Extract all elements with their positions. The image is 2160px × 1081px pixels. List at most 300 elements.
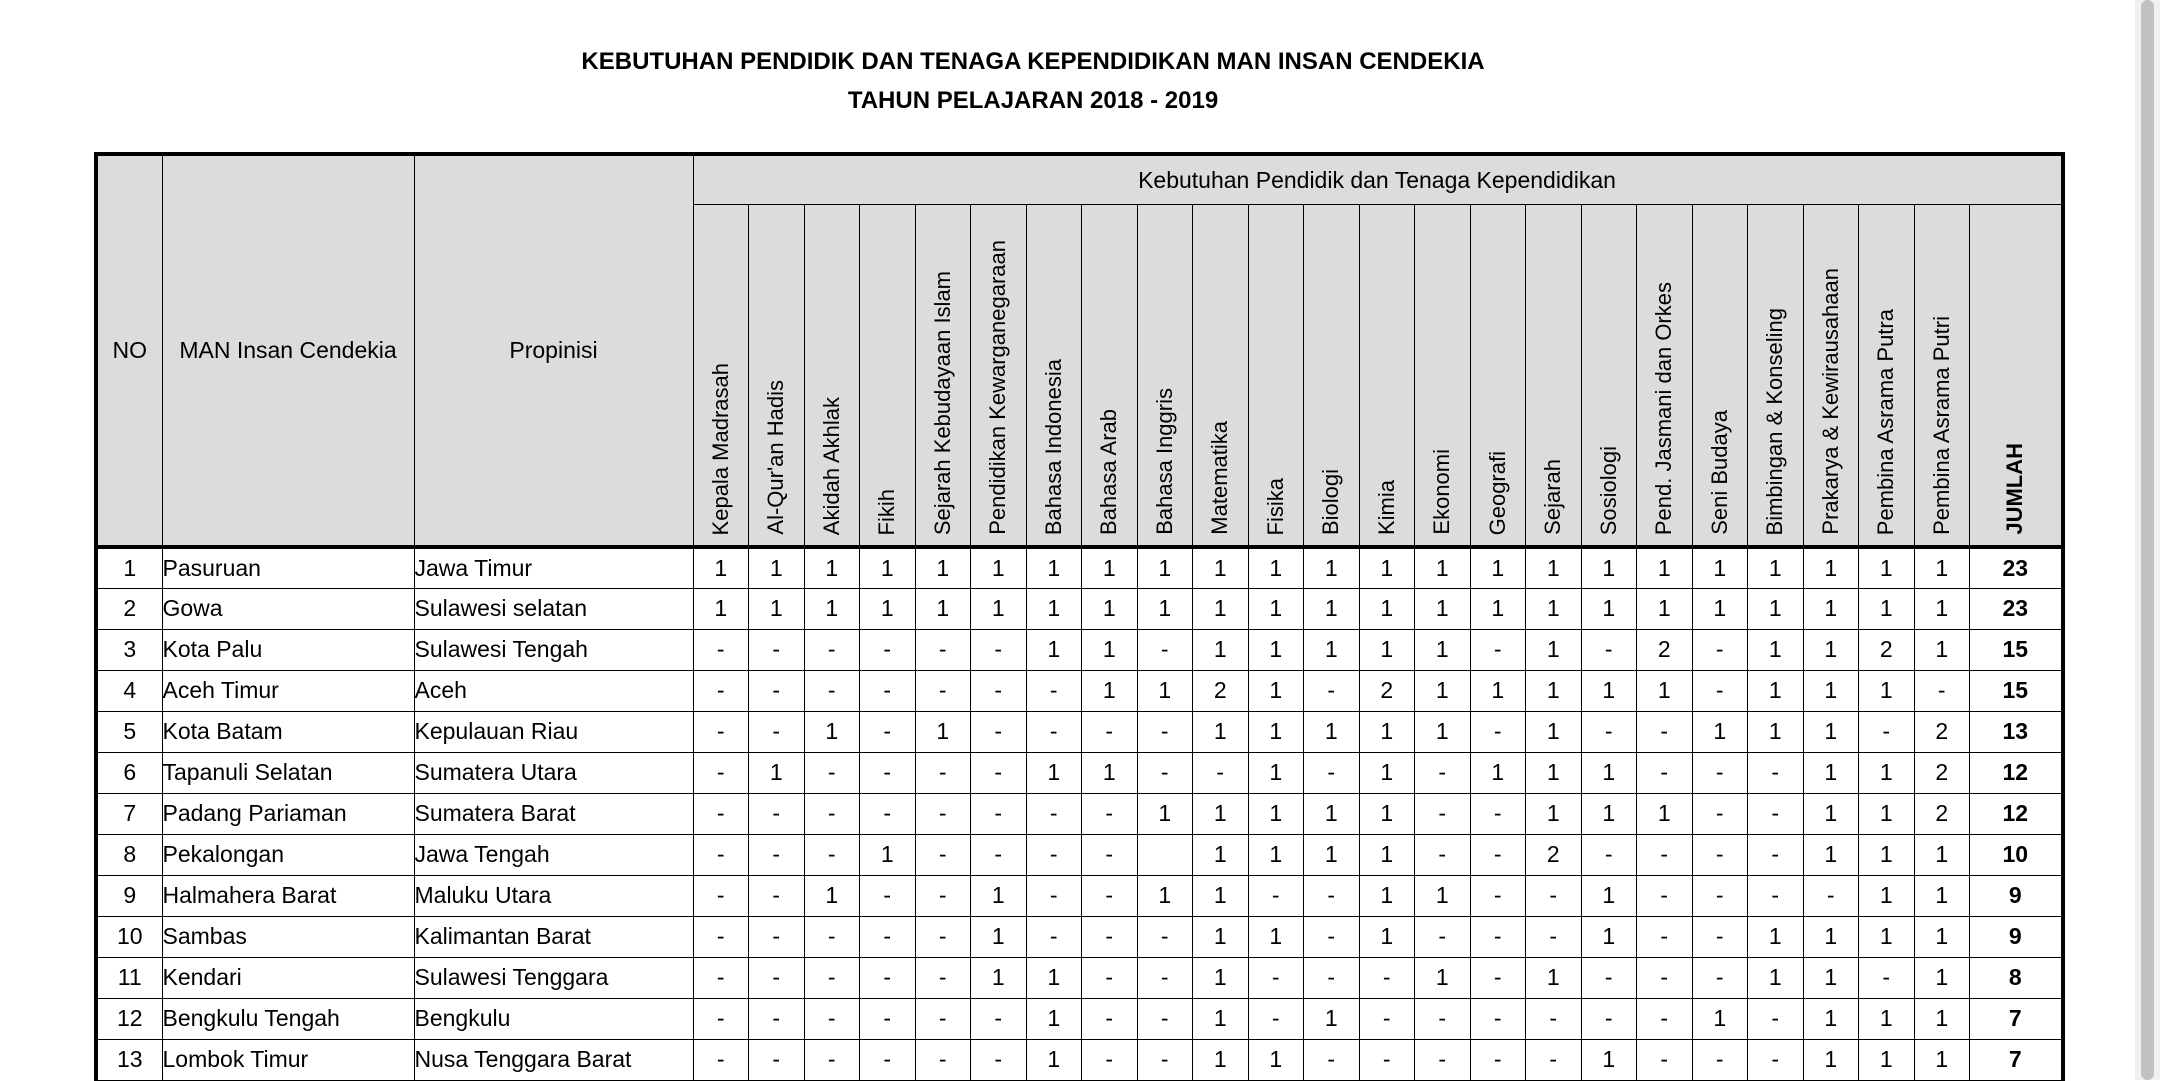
need-count: - [1859,957,1915,998]
need-count: 1 [1914,588,1970,629]
need-count: - [1692,793,1748,834]
scrollbar-thumb[interactable] [2141,0,2154,1080]
row-total: 15 [1970,670,2063,711]
need-count: - [1415,793,1471,834]
need-count: 1 [971,547,1027,588]
need-count: 1 [1248,752,1304,793]
header-subject-label: Fikih [874,488,900,535]
need-count: 1 [1803,834,1859,875]
need-count: - [860,957,916,998]
header-no: NO [96,154,162,547]
need-count: - [1470,957,1526,998]
need-count: 1 [1803,711,1859,752]
need-count: 1 [1359,875,1415,916]
header-subject-label: Al-Qur'an Hadis [763,380,789,535]
need-count: 1 [1304,834,1360,875]
need-count: 1 [1193,1039,1249,1080]
table-row [96,588,2063,629]
header-subject [1637,205,1693,548]
need-count: 1 [1193,588,1249,629]
need-count: 1 [1137,875,1193,916]
need-count: - [749,1039,805,1080]
need-count: 1 [1859,752,1915,793]
need-count: - [1692,916,1748,957]
row-number: 12 [96,998,162,1039]
need-count: 1 [1914,916,1970,957]
need-count: 1 [1803,1039,1859,1080]
need-count: - [860,629,916,670]
need-count: - [1692,957,1748,998]
need-count: - [1748,1039,1804,1080]
need-count: 1 [1748,916,1804,957]
need-count: - [1082,916,1138,957]
header-subject [1581,205,1637,548]
header-subject [1359,205,1415,548]
need-count: 1 [1248,588,1304,629]
need-count: - [915,875,971,916]
need-count: - [1692,670,1748,711]
need-count: 1 [1581,1039,1637,1080]
need-count: 1 [749,547,805,588]
need-count: 1 [1415,711,1471,752]
header-subject-label: Sosiologi [1595,445,1621,535]
header-subject-label: Geografi [1484,450,1510,535]
document-title: KEBUTUHAN PENDIDIK DAN TENAGA KEPENDIDIKAN MAN INSAN CENDEKIA [581,48,1485,75]
school-name: Tapanuli Selatan [162,752,414,793]
need-count: - [749,629,805,670]
need-count: - [1137,711,1193,752]
header-subject [1248,205,1304,548]
header-subject [860,205,916,548]
need-count: 1 [804,588,860,629]
need-count: - [1137,629,1193,670]
need-count: 1 [1193,547,1249,588]
need-count: 1 [1803,957,1859,998]
need-count: 1 [1193,629,1249,670]
need-count: 2 [1859,629,1915,670]
need-count: 1 [1581,547,1637,588]
header-subject-label: Pend. Jasmani dan Orkes [1651,281,1677,535]
vertical-scrollbar[interactable] [2135,0,2160,1080]
need-count: 1 [1415,670,1471,711]
need-count: - [1082,998,1138,1039]
table-row [96,1039,2063,1080]
need-count: - [1359,998,1415,1039]
school-name: Kota Palu [162,629,414,670]
need-count: - [1470,629,1526,670]
need-count: - [1026,793,1082,834]
need-count: 1 [1359,916,1415,957]
need-count: 1 [1137,588,1193,629]
province-name: Aceh [414,670,693,711]
need-count: - [1082,1039,1138,1080]
need-count: - [1082,793,1138,834]
need-count: 1 [1526,752,1582,793]
need-count: - [693,834,749,875]
province-name: Sumatera Barat [414,793,693,834]
need-count: - [749,711,805,752]
header-subject [1193,205,1249,548]
school-name: Pekalongan [162,834,414,875]
header-subject-label: Ekonomi [1429,449,1455,535]
need-count: - [1748,752,1804,793]
header-subject-label: Sejarah [1540,459,1566,535]
need-count: - [804,793,860,834]
need-count: 1 [1748,711,1804,752]
need-count: - [1137,998,1193,1039]
need-count: - [1637,752,1693,793]
need-count: - [693,957,749,998]
table-row [96,670,2063,711]
need-count: 1 [1193,875,1249,916]
need-count: - [1248,998,1304,1039]
header-subject [749,205,805,548]
need-count: - [1692,834,1748,875]
need-count: 1 [1581,875,1637,916]
need-count: 1 [971,916,1027,957]
school-name: Halmahera Barat [162,875,414,916]
table-row [96,957,2063,998]
need-count: - [1692,875,1748,916]
province-name: Jawa Timur [414,547,693,588]
need-count: 1 [1304,711,1360,752]
need-count: - [693,1039,749,1080]
need-count: - [804,916,860,957]
need-count: 1 [1193,998,1249,1039]
need-count: 2 [1914,793,1970,834]
need-count: 1 [1859,793,1915,834]
need-count: - [1082,875,1138,916]
need-count: - [860,752,916,793]
school-name: Lombok Timur [162,1039,414,1080]
row-number: 4 [96,670,162,711]
need-count: - [1304,957,1360,998]
need-count: 1 [1526,547,1582,588]
need-count: 1 [1914,998,1970,1039]
need-count [1137,834,1193,875]
school-name: Sambas [162,916,414,957]
row-number: 6 [96,752,162,793]
need-count: - [915,998,971,1039]
need-count: - [804,998,860,1039]
table-row [96,998,2063,1039]
need-count: - [1137,916,1193,957]
table-row [96,875,2063,916]
need-count: - [693,916,749,957]
need-count: - [1304,752,1360,793]
need-count: - [1748,793,1804,834]
province-name: Sulawesi selatan [414,588,693,629]
need-count: 1 [1526,711,1582,752]
header-needs-group: Kebutuhan Pendidik dan Tenaga Kependidikan [693,154,2063,205]
need-count: 1 [1359,834,1415,875]
need-count: - [1304,670,1360,711]
need-count: - [860,998,916,1039]
need-count: 1 [1581,793,1637,834]
need-count: - [1415,834,1471,875]
need-count: 1 [1304,793,1360,834]
province-name: Sulawesi Tenggara [414,957,693,998]
need-count: 1 [1803,629,1859,670]
row-total: 9 [1970,916,2063,957]
need-count: - [1692,1039,1748,1080]
need-count: - [1581,711,1637,752]
row-number: 10 [96,916,162,957]
need-count: 1 [1137,793,1193,834]
need-count: 1 [1859,916,1915,957]
header-subject [1803,205,1859,548]
table-row [96,629,2063,670]
need-count: - [1026,670,1082,711]
header-subject [1415,205,1471,548]
need-count: 1 [1692,711,1748,752]
need-count: 1 [1193,711,1249,752]
need-count: 1 [1248,1039,1304,1080]
need-count: - [1637,998,1693,1039]
need-count: 1 [1803,670,1859,711]
need-count: - [915,670,971,711]
need-count: - [804,670,860,711]
need-count: 2 [1193,670,1249,711]
school-name: Kendari [162,957,414,998]
need-count: - [1082,834,1138,875]
header-subject-label: Pembina Asrama Putri [1928,316,1954,535]
need-count: 1 [1082,752,1138,793]
header-total-label: JUMLAH [2002,443,2028,535]
need-count: - [1359,957,1415,998]
header-subject [1914,205,1970,548]
header-subject [1859,205,1915,548]
need-count: 1 [971,875,1027,916]
need-count: 1 [1082,670,1138,711]
need-count: - [1581,629,1637,670]
need-count: 1 [1415,547,1471,588]
need-count: - [693,670,749,711]
need-count: 1 [1692,588,1748,629]
need-count: - [1637,875,1693,916]
need-count: 1 [1526,957,1582,998]
row-total: 12 [1970,752,2063,793]
need-count: 1 [1026,752,1082,793]
need-count: - [693,752,749,793]
need-count: 1 [1415,957,1471,998]
need-count: - [971,1039,1027,1080]
need-count: 1 [1193,793,1249,834]
need-count: 1 [915,547,971,588]
school-name: Padang Pariaman [162,793,414,834]
need-count: 1 [1914,629,1970,670]
province-name: Kalimantan Barat [414,916,693,957]
need-count: - [1692,752,1748,793]
need-count: - [1415,998,1471,1039]
need-count: 1 [749,752,805,793]
need-count: - [1581,834,1637,875]
need-count: 1 [1026,588,1082,629]
need-count: 1 [1304,588,1360,629]
need-count: - [749,998,805,1039]
need-count: 2 [1637,629,1693,670]
need-count: - [915,957,971,998]
need-count: 1 [1026,1039,1082,1080]
header-subject-label: Bahasa Inggris [1151,388,1177,535]
need-count: 1 [1248,711,1304,752]
need-count: 1 [860,547,916,588]
header-subject-label: Bahasa Indonesia [1040,358,1066,535]
need-count: - [860,711,916,752]
need-count: 1 [693,588,749,629]
need-count: - [1248,957,1304,998]
need-count: 1 [1914,875,1970,916]
header-subject [1692,205,1748,548]
row-number: 5 [96,711,162,752]
row-total: 10 [1970,834,2063,875]
need-count: - [1137,752,1193,793]
header-subject-label: Matematika [1207,421,1233,535]
need-count: - [1637,916,1693,957]
school-name: Gowa [162,588,414,629]
need-count: 1 [860,834,916,875]
row-number: 2 [96,588,162,629]
need-count: 1 [1748,629,1804,670]
need-count: 1 [1359,711,1415,752]
table-row [96,711,2063,752]
need-count: - [693,793,749,834]
need-count: - [915,916,971,957]
header-subject-label: Pembina Asrama Putra [1873,308,1899,535]
need-count: 1 [1137,670,1193,711]
header-subject-label: Kepala Madrasah [707,362,733,535]
need-count: 2 [1359,670,1415,711]
header-subject-label: Seni Budaya [1706,410,1732,535]
need-count: 1 [1637,670,1693,711]
header-subject-label: Prakarya & Kewirausahaan [1817,268,1843,535]
table-row [96,752,2063,793]
need-count: - [915,834,971,875]
row-total: 9 [1970,875,2063,916]
need-count: 1 [971,957,1027,998]
need-count: 1 [1026,957,1082,998]
need-count: - [1415,916,1471,957]
need-count: 1 [915,711,971,752]
need-count: - [1526,916,1582,957]
need-count: - [1137,957,1193,998]
need-count: 1 [1637,547,1693,588]
need-count: 1 [1359,629,1415,670]
province-name: Jawa Tengah [414,834,693,875]
header-subject [1304,205,1360,548]
need-count: 1 [1692,547,1748,588]
need-count: - [749,670,805,711]
need-count: 1 [1526,670,1582,711]
needs-table [94,152,2065,1081]
need-count: - [860,1039,916,1080]
need-count: - [1193,752,1249,793]
need-count: 1 [1359,793,1415,834]
province-name: Sumatera Utara [414,752,693,793]
row-total: 15 [1970,629,2063,670]
header-subject [1526,205,1582,548]
need-count: 1 [1581,588,1637,629]
need-count: 1 [1470,670,1526,711]
need-count: 1 [1470,547,1526,588]
need-count: 1 [1248,547,1304,588]
need-count: 1 [1415,588,1471,629]
need-count: - [1637,957,1693,998]
need-count: 1 [1859,670,1915,711]
need-count: 1 [1193,834,1249,875]
document-subtitle: TAHUN PELAJARAN 2018 - 2019 [847,87,1219,114]
need-count: - [1526,998,1582,1039]
row-total: 12 [1970,793,2063,834]
header-subject-label: Pendidikan Kewarganegaraan [985,240,1011,535]
need-count: - [971,998,1027,1039]
need-count: - [1359,1039,1415,1080]
need-count: 1 [1859,998,1915,1039]
school-name: Pasuruan [162,547,414,588]
need-count: - [1026,834,1082,875]
need-count: 1 [1914,547,1970,588]
need-count: 1 [749,588,805,629]
need-count: 1 [1859,588,1915,629]
school-name: Kota Batam [162,711,414,752]
need-count: - [860,793,916,834]
need-count: - [1470,793,1526,834]
need-count: 1 [1803,916,1859,957]
need-count: - [749,793,805,834]
need-count: - [971,670,1027,711]
row-total: 23 [1970,588,2063,629]
need-count: 1 [1248,916,1304,957]
need-count: 1 [1082,629,1138,670]
header-subject [1082,205,1138,548]
need-count: 1 [1748,588,1804,629]
header-subject [693,205,749,548]
header-subject-label: Kimia [1373,479,1399,535]
header-school: MAN Insan Cendekia [162,154,414,547]
need-count: - [693,998,749,1039]
province-name: Kepulauan Riau [414,711,693,752]
need-count: 1 [1526,793,1582,834]
need-count: - [1637,1039,1693,1080]
need-count: - [915,1039,971,1080]
need-count: 1 [1803,547,1859,588]
province-name: Maluku Utara [414,875,693,916]
header-subject [1026,205,1082,548]
need-count: - [971,629,1027,670]
need-count: - [1026,875,1082,916]
need-count: - [749,957,805,998]
need-count: - [1470,1039,1526,1080]
need-count: - [1304,916,1360,957]
header-subject [971,205,1027,548]
need-count: 1 [1859,547,1915,588]
need-count: - [749,834,805,875]
header-subject-label: Biologi [1318,468,1344,535]
need-count: 1 [1859,1039,1915,1080]
need-count: 1 [1581,916,1637,957]
need-count: - [971,834,1027,875]
row-total: 8 [1970,957,2063,998]
need-count: 1 [1470,588,1526,629]
header-subject-label: Sejarah Kebudayaan Islam [929,270,955,535]
need-count: 1 [1248,670,1304,711]
header-subject [915,205,971,548]
need-count: 1 [1082,547,1138,588]
need-count: - [1026,916,1082,957]
need-count: - [1637,711,1693,752]
need-count: 1 [804,875,860,916]
row-total: 23 [1970,547,2063,588]
